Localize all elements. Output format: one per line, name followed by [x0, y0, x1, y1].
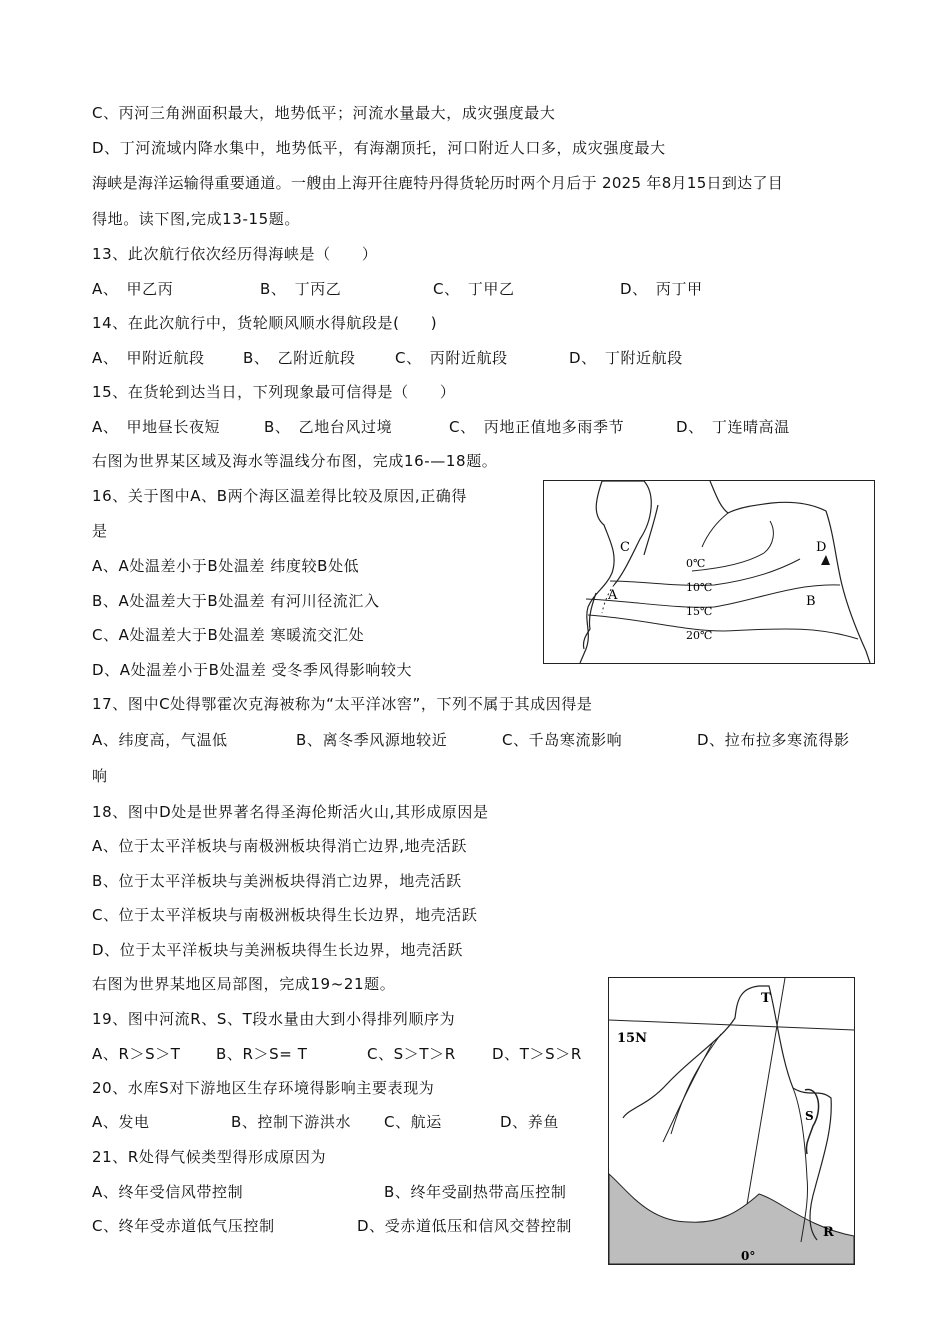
question-15: 15、在货轮到达当日，下列现象最可信得是（ ） [92, 383, 456, 401]
isotherm-20 [588, 615, 858, 639]
question-16: 16、关于图中A、B两个海区温差得比较及原因,正确得 [92, 487, 468, 505]
isotherm-map-svg [544, 481, 874, 663]
q16-option-a[interactable]: A、A处温差小于B处温差 纬度较B处低 [92, 557, 360, 575]
question-21: 21、R处得气候类型得形成原因为 [92, 1148, 327, 1166]
q17-option-a[interactable]: A、纬度高，气温低 [92, 731, 228, 749]
isotherm-15-label: 15℃ [686, 605, 713, 618]
label-c: C [620, 540, 630, 555]
q15-option-d[interactable]: D、 丁连晴高温 [676, 418, 790, 436]
question-14: 14、在此次航行中，货轮顺风顺水得航段是( ) [92, 314, 438, 332]
q17-option-c[interactable]: C、千岛寒流影响 [502, 731, 623, 749]
q15-option-c[interactable]: C、 丙地正值地多雨季节 [449, 418, 625, 436]
strait-intro: 海峡是海洋运输得重要通道。一艘由上海开往鹿特丹得货轮历时两个月后于 2025 年8月15日到达了目 [92, 174, 784, 192]
q14-option-c[interactable]: C、 丙附近航段 [395, 349, 508, 367]
question-19: 19、图中河流R、S、T段水量由大到小得排列顺序为 [92, 1010, 456, 1028]
q21-option-d[interactable]: D、受赤道低压和信风交替控制 [357, 1217, 572, 1235]
question-18: 18、图中D处是世界著名得圣海伦斯活火山,其形成原因是 [92, 803, 489, 821]
question-13: 13、此次航行依次经历得海峡是（ ） [92, 245, 378, 263]
latitude-label: 15N [617, 1031, 647, 1046]
question-16-cont: 是 [92, 522, 108, 540]
isotherm-map [543, 480, 875, 664]
question-17: 17、图中C处得鄂霍次克海被称为“太平洋冰窖”，下列不属于其成因得是 [92, 695, 593, 713]
volcano-icon [821, 555, 830, 565]
q16-option-b[interactable]: B、A处温差大于B处温差 有河川径流汇入 [92, 592, 380, 610]
q14-option-b[interactable]: B、 乙附近航段 [243, 349, 356, 367]
aleutian-arc [702, 513, 728, 547]
isotherm-10-label: 10℃ [686, 581, 713, 594]
q19-option-b[interactable]: B、R＞S= T [216, 1045, 308, 1063]
label-r: R [823, 1225, 834, 1240]
isotherm-15 [586, 585, 840, 607]
q20-option-d[interactable]: D、养鱼 [500, 1113, 559, 1131]
isotherm-20-label: 20℃ [686, 629, 713, 642]
asia-coastline [580, 481, 614, 663]
q18-option-d[interactable]: D、位于太平洋板块与美洲板块得生长边界，地壳活跃 [92, 941, 463, 959]
option-c-line: C、丙河三角洲面积最大，地势低平；河流水量最大，成灾强度最大 [92, 104, 556, 122]
q13-option-b[interactable]: B、 丁丙乙 [260, 280, 342, 298]
tributary-1 [671, 1034, 721, 1134]
west-africa-map-svg [609, 978, 854, 1264]
intro-16-18: 右图为世界某区域及海水等温线分布图，完成16-—18题。 [92, 452, 498, 470]
q16-option-d[interactable]: D、A处温差小于B处温差 受冬季风得影响较大 [92, 661, 413, 679]
latitude-line [609, 1020, 854, 1030]
q18-option-b[interactable]: B、位于太平洋板块与美洲板块得消亡边界，地壳活跃 [92, 872, 462, 890]
q19-option-c[interactable]: C、S＞T＞R [367, 1045, 456, 1063]
question-20: 20、水库S对下游地区生存环境得影响主要表现为 [92, 1079, 435, 1097]
q18-option-a[interactable]: A、位于太平洋板块与南极洲板块得消亡边界,地壳活跃 [92, 837, 468, 855]
q13-option-c[interactable]: C、 丁甲乙 [433, 280, 515, 298]
strait-intro-cont: 得地。读下图,完成13-15题。 [92, 210, 300, 228]
niger-river-upper [623, 986, 759, 1118]
q21-option-b[interactable]: B、终年受副热带高压控制 [384, 1183, 567, 1201]
q20-option-b[interactable]: B、控制下游洪水 [231, 1113, 352, 1131]
gulf-of-guinea-sea [609, 1174, 854, 1264]
q15-option-b[interactable]: B、 乙地台风过境 [264, 418, 393, 436]
q14-option-d[interactable]: D、 丁附近航段 [569, 349, 683, 367]
q21-option-a[interactable]: A、终年受信风带控制 [92, 1183, 244, 1201]
kamchatka-coast [602, 481, 651, 585]
label-s: S [805, 1109, 814, 1123]
q13-option-d[interactable]: D、 丙丁甲 [620, 280, 703, 298]
q20-option-c[interactable]: C、航运 [384, 1113, 442, 1131]
option-d-line: D、丁河流域内降水集中，地势低平，有海潮顶托，河口附近人口多，成灾强度最大 [92, 139, 666, 157]
label-a: A [608, 588, 618, 603]
label-b: B [806, 594, 816, 609]
intro-19-21: 右图为世界某地区局部图，完成19~21题。 [92, 975, 396, 993]
q17-option-d-cont: 响 [92, 767, 108, 785]
q19-option-a[interactable]: A、R＞S＞T [92, 1045, 181, 1063]
japan-coast [583, 593, 596, 649]
q17-option-d[interactable]: D、拉布拉多寒流得影 [697, 731, 850, 749]
q15-option-a[interactable]: A、 甲地昼长夜短 [92, 418, 221, 436]
q16-option-c[interactable]: C、A处温差大于B处温差 寒暖流交汇处 [92, 626, 365, 644]
label-t: T [761, 991, 771, 1006]
longitude-label: 0° [741, 1249, 756, 1263]
isotherm-0-label: 0℃ [686, 557, 706, 570]
q18-option-c[interactable]: C、位于太平洋板块与南极洲板块得生长边界，地壳活跃 [92, 906, 478, 924]
q20-option-a[interactable]: A、发电 [92, 1113, 150, 1131]
west-africa-map [608, 977, 855, 1265]
label-d: D [816, 540, 827, 555]
q14-option-a[interactable]: A、 甲附近航段 [92, 349, 205, 367]
q21-option-c[interactable]: C、终年受赤道低气压控制 [92, 1217, 275, 1235]
q17-option-b[interactable]: B、离冬季风源地较近 [296, 731, 448, 749]
q13-option-a[interactable]: A、 甲乙丙 [92, 280, 174, 298]
q19-option-d[interactable]: D、T＞S＞R [492, 1045, 582, 1063]
